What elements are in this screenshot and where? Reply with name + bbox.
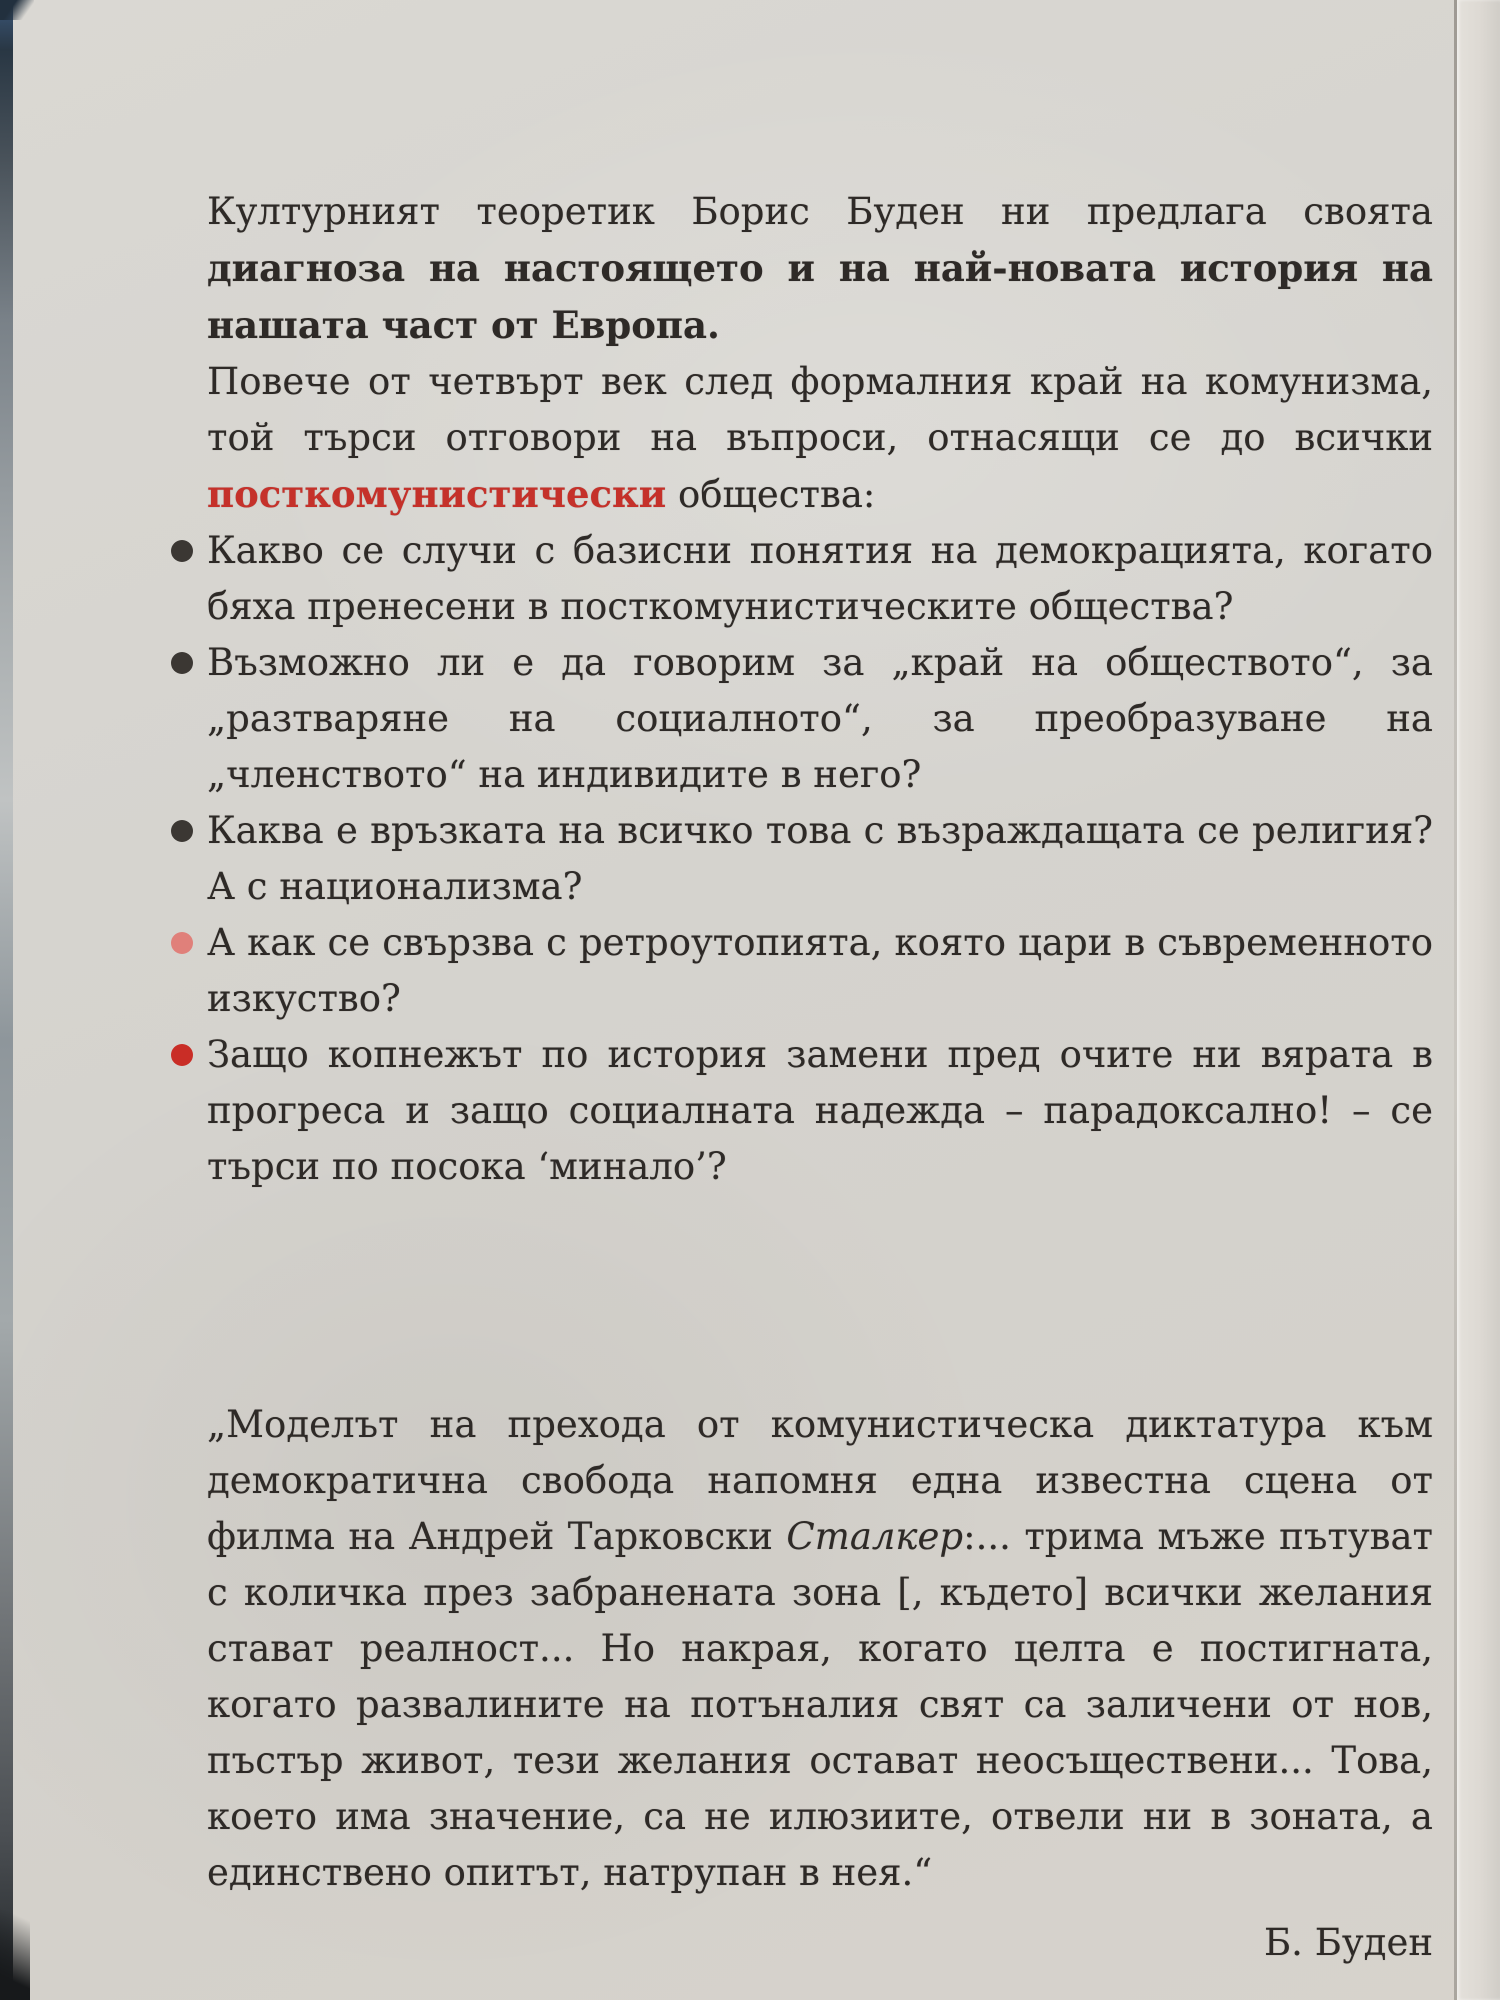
quote-film-title: Сталкер [786, 1515, 964, 1558]
paragraph2-before-red: Повече от четвърт век след формалния край на комунизма, той търси отговори на въпроси, отнасящи се до всички [207, 360, 1433, 459]
intro-paragraph [207, 184, 1433, 354]
bullet-dot [171, 1044, 193, 1066]
bullet-text: А как се свързва с ретроутопията, която цари в съвременното изкуство? [207, 921, 1433, 1020]
second-paragraph [207, 354, 1433, 523]
paragraph2-after-red: общества: [666, 473, 876, 516]
bullet-dot [171, 932, 193, 954]
red-term: посткомунистически [207, 472, 667, 516]
cover-crease [1454, 0, 1457, 2000]
bullet-text: Защо копнежът по история замени пред очите ни вярата в прогреса и защо социалната надежда – парадоксално! – се търси по посока ‘минало’? [207, 1033, 1433, 1188]
bullet-item [207, 915, 1433, 1027]
cover-right-strip [1457, 0, 1500, 2000]
quote-part2: :... трима мъже пътуват с количка през забранената зона [, където] всички желания стават реалност... Но накрая, когато целта е постигната, когато развалините на потъналия свят са заличени от нов, пъстър живот, тези желания остават неосъществени... Това, което има значение, са не илюзиите, отвели ни в зоната, а единствено опитът, натрупан в нея.“ [207, 1515, 1433, 1894]
bullet-dot [171, 652, 193, 674]
bullet-item [207, 803, 1433, 915]
photo-left-edge [0, 0, 13, 2000]
bullet-text: Каква е връзката на всичко това с възраждащата се религия? А с национализма? [207, 809, 1433, 908]
cover-text-block [207, 184, 1433, 1971]
bullet-item [207, 523, 1433, 635]
bullet-item [207, 1027, 1433, 1195]
bullet-dot [171, 820, 193, 842]
photo-top-left-corner [0, 0, 34, 20]
quote-part1: „Моделът на прехода от комунистическа диктатура към демократична свобода напомня една известна сцена от филма на Андрей Тарковски [207, 1403, 1433, 1558]
bullet-dot [171, 540, 193, 562]
intro-bold-text: диагноза на настоящето и на най-новата история на нашата част от Европа. [207, 246, 1433, 347]
photo-bottom-left-corner [0, 1890, 30, 2000]
intro-lead-text: Културният теоретик Борис Буден ни предлага своята [207, 190, 1433, 233]
bullet-text: Какво се случи с базисни понятия на демокрацията, когато бяха пренесени в посткомунистическите общества? [207, 529, 1433, 628]
bullet-text: Възможно ли е да говорим за „край на обществото“, за „разтваряне на социалното“, за преобразуване на „членството“ на индивидите в него? [207, 641, 1433, 796]
bullet-item [207, 635, 1433, 803]
author-signature: Б. Буден [1263, 1921, 1433, 1964]
quote-paragraph [207, 1397, 1433, 1901]
question-bullet-list [207, 523, 1433, 1195]
